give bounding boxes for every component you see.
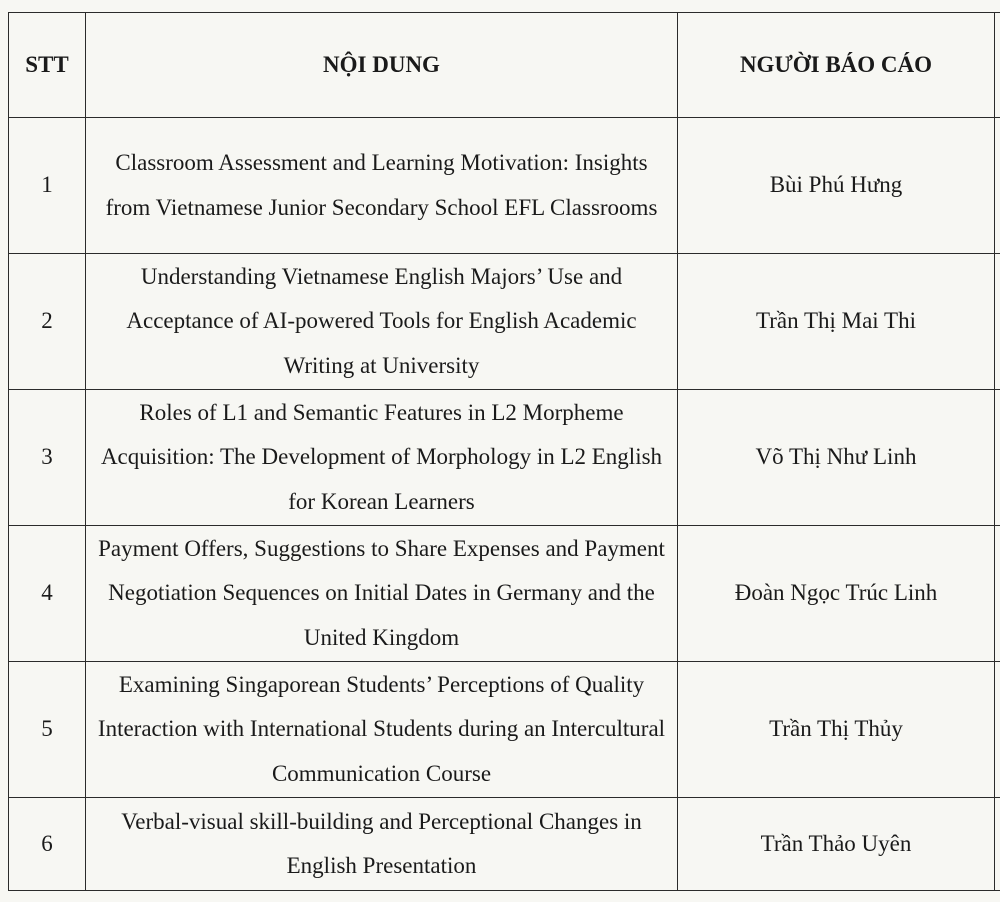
row-extra-cell bbox=[995, 662, 1000, 798]
row-stt: 5 bbox=[9, 662, 86, 798]
header-stt: STT bbox=[9, 13, 86, 118]
row-reporter: Trần Thảo Uyên bbox=[678, 798, 995, 891]
row-extra-cell bbox=[995, 390, 1000, 526]
row-extra-cell bbox=[995, 254, 1000, 390]
row-content: Payment Offers, Suggestions to Share Expenses and Payment Negotiation Sequences on Initial Dates in Germany and the United Kingdom bbox=[86, 526, 678, 662]
row-content: Examining Singaporean Students’ Perceptions of Quality Interaction with International Students during an Intercultural Communication Course bbox=[86, 662, 678, 798]
row-content: Classroom Assessment and Learning Motivation: Insights from Vietnamese Junior Secondary School EFL Classrooms bbox=[86, 118, 678, 254]
table-header-row bbox=[9, 13, 1000, 118]
table-row bbox=[9, 526, 1000, 662]
table-row bbox=[9, 118, 1000, 254]
table-row bbox=[9, 254, 1000, 390]
row-reporter: Đoàn Ngọc Trúc Linh bbox=[678, 526, 995, 662]
table-row bbox=[9, 662, 1000, 798]
row-content: Roles of L1 and Semantic Features in L2 Morpheme Acquisition: The Development of Morphology in L2 English for Korean Learners bbox=[86, 390, 678, 526]
table-row bbox=[9, 390, 1000, 526]
row-reporter: Bùi Phú Hưng bbox=[678, 118, 995, 254]
header-content: NỘI DUNG bbox=[86, 13, 678, 118]
row-content: Understanding Vietnamese English Majors’ Use and Acceptance of AI-powered Tools for English Academic Writing at University bbox=[86, 254, 678, 390]
row-extra-cell bbox=[995, 798, 1000, 891]
row-reporter: Trần Thị Mai Thi bbox=[678, 254, 995, 390]
row-stt: 3 bbox=[9, 390, 86, 526]
presentation-schedule-table bbox=[8, 12, 1000, 891]
header-extra-column bbox=[995, 13, 1000, 118]
row-extra-cell bbox=[995, 526, 1000, 662]
row-reporter: Võ Thị Như Linh bbox=[678, 390, 995, 526]
row-stt: 1 bbox=[9, 118, 86, 254]
row-reporter: Trần Thị Thủy bbox=[678, 662, 995, 798]
table-row bbox=[9, 798, 1000, 891]
header-reporter: NGƯỜI BÁO CÁO bbox=[678, 13, 995, 118]
row-stt: 6 bbox=[9, 798, 86, 891]
row-content: Verbal-visual skill-building and Perceptional Changes in English Presentation bbox=[86, 798, 678, 891]
row-stt: 4 bbox=[9, 526, 86, 662]
row-stt: 2 bbox=[9, 254, 86, 390]
row-extra-cell bbox=[995, 118, 1000, 254]
